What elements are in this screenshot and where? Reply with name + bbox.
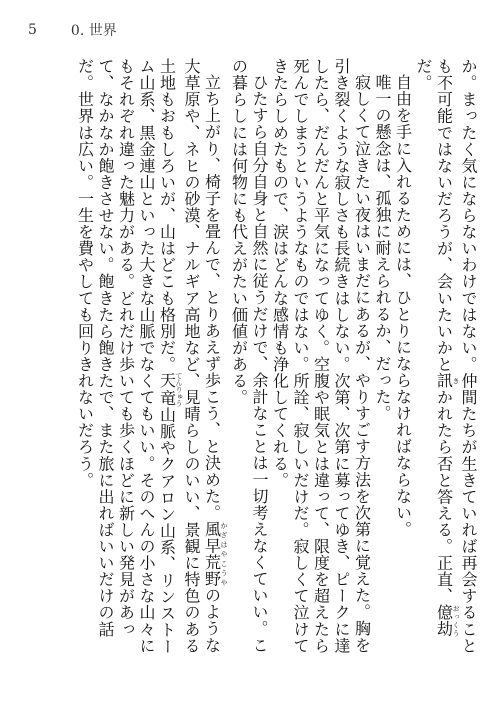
ruby-base: 風早荒野: [202, 520, 222, 588]
text-run: 立ち上がり、椅子を畳んで、とりあえず歩こう、と決めた。: [202, 74, 222, 521]
ruby-reading: かざはやこうや: [220, 520, 228, 588]
ruby-base: 訊: [434, 372, 454, 390]
ruby-reading: き: [452, 372, 460, 390]
paragraph: [392, 58, 413, 658]
ruby-word: [202, 520, 228, 588]
text-run: だ。: [414, 58, 433, 92]
ruby-reading: おっくう: [452, 604, 460, 638]
running-header: [28, 19, 117, 41]
text-run: か。まったく気にならないわけではない。仲間たちが生きていれば再会することも不可能ではないだろうが、会いたいかと: [434, 58, 478, 654]
ruby-word: [157, 371, 183, 407]
text-run: 自由を手に入れるためには、ひとりにならなければならない。: [393, 74, 413, 538]
text-run: ひたすら自分自身と自然に従うだけで、余計なことは一切考えなくていい。この暮らしには何物にも代えがたい価値がある。: [229, 58, 269, 654]
paragraph: [74, 58, 228, 658]
ruby-base: 億劫: [434, 604, 454, 638]
vertical-body-text: [22, 58, 478, 658]
ruby-word: [434, 372, 460, 390]
paragraph: [269, 58, 372, 658]
ruby-reading: てんりゅう: [175, 371, 183, 407]
page-number: 5: [28, 22, 37, 38]
chapter-title: 0. 世界: [70, 23, 117, 39]
text-run: かれたら否と答える。正直、: [434, 389, 454, 605]
ruby-word: [434, 604, 460, 638]
ruby-base: 天竜: [157, 371, 177, 407]
paragraph: [372, 58, 393, 658]
text-run: のような大草原や、ネヒの砂漠、ナルギア高地など、見晴らしのいい、景観に特色のある土地もおもしろいが、山はどこも格別だ。: [157, 58, 222, 654]
text-run: 山脈やクアロン山系、リンストーム山系、黒金連山といった大きな山脈でなくてもいい。そのへんの小さな山々にもそれぞれ違った魅力がある。どれだけ歩いても歩くほどに新しい発見があって、なかなか飽きさせない。飽きたら飽きたで、また旅に出ればいいだけの話だ。世界は広い。一生を費やしても回りきれないだろう。: [75, 58, 177, 655]
text-run: 寂しくて泣きたい夜はいまだにあるが、やりすごす方法を次第に覚えた。胸を引き裂くような寂しさも長続きはしない。次第、次第に募ってゆき、ピークに達したら、だんだんと平気になってゆく。空腹や眠気とは違って、限度を超えたら死んでしまうというようなものではない。所詮、寂しいだけだ。寂しくて泣けてきたらしめたもので、涙はどんな感情も浄化してくれる。: [270, 58, 372, 654]
paragraph: [228, 58, 269, 658]
paragraph: [413, 58, 479, 658]
text-run: 唯一の懸念は、孤独に耐えられるか、だった。: [373, 74, 392, 422]
